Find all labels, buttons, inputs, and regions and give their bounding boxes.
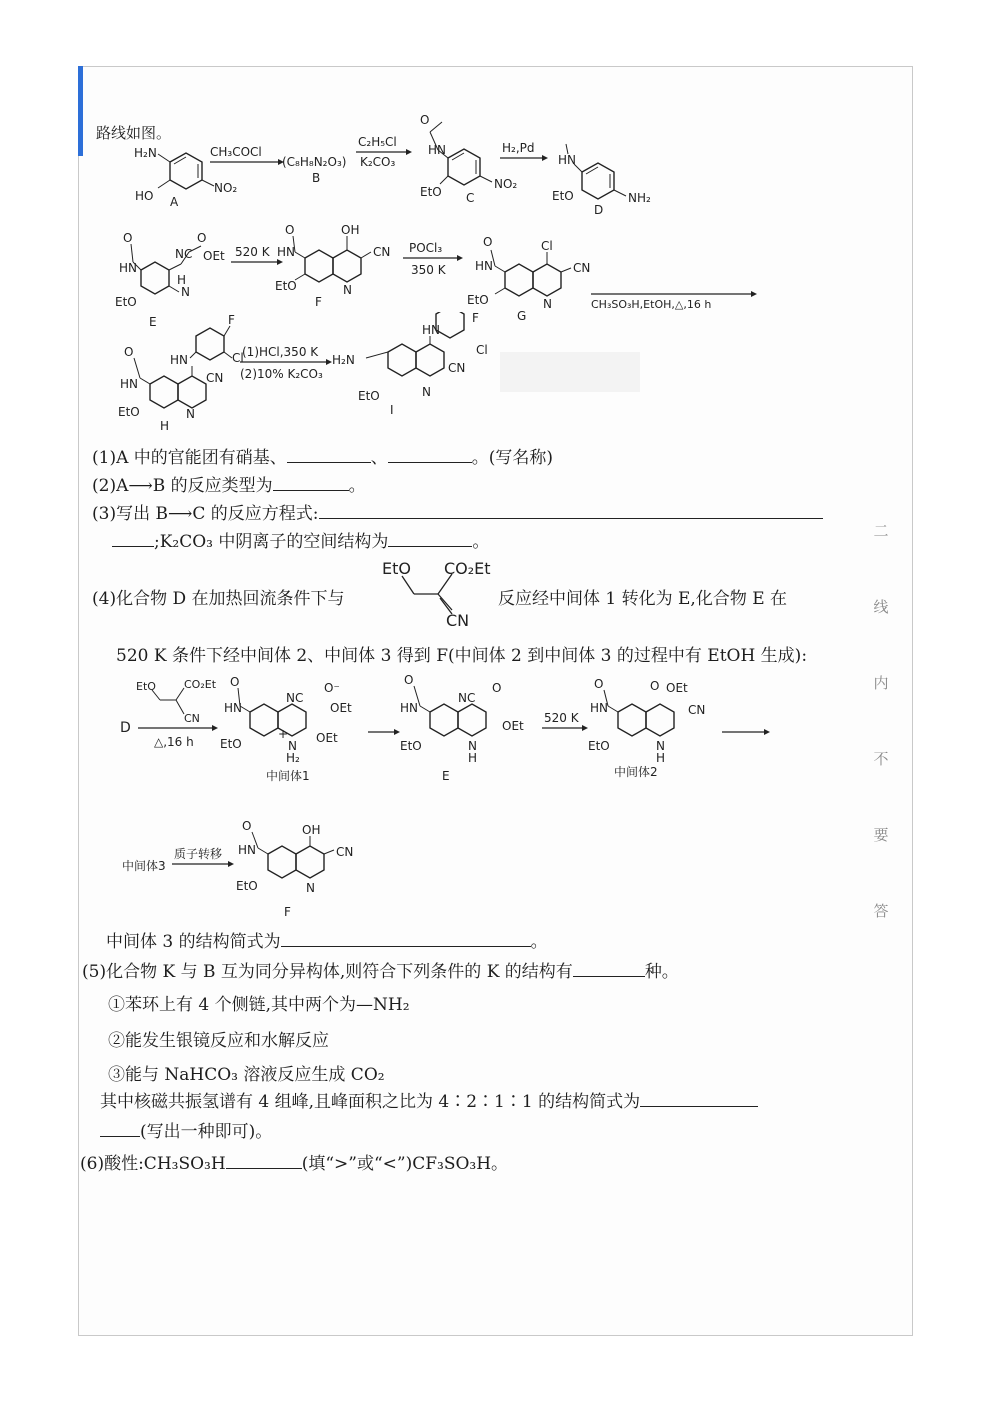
binding-margin-text [866,520,896,976]
E-group-hn: HN [119,261,137,275]
question-5-line [100,1090,758,1113]
compound-I [332,312,488,417]
condition-1: ①苯环上有 4 个侧链,其中两个为—NH₂ [108,995,410,1015]
scheme-row-3 [110,312,710,432]
reagent-c2h5cl: C₂H₅Cl [358,135,397,149]
E-label: E [149,315,157,329]
mech-reagent-co2et: CO₂Et [184,678,217,691]
int1-label: 中间体1 [266,769,310,783]
q1-text: (1)A 中的官能团有硝基、 [92,448,287,468]
H-group-hn2: HN [170,353,188,367]
intermediate-2 [588,677,705,779]
q4-reagent-eto: EtO [382,559,411,578]
mech-E-group-nc: NC [458,691,476,705]
H-group-o: O [124,345,134,359]
arrow-H-I [240,345,332,381]
mech-E-group-oet: OEt [502,719,524,733]
compound-G [467,235,590,323]
cond-520k: 520 K [235,245,270,259]
condition-3: ③能与 NaHCO₃ 溶液反应生成 CO₂ [108,1065,385,1085]
q4-end-tail: 。 [530,932,548,952]
intro-text: 路线如图。 [96,124,172,142]
q4-text: (4)化合物 D 在加热回流条件下与 [92,589,345,609]
condition-2: ②能发生银镜反应和水解反应 [108,1031,329,1051]
I-group-h2n: H₂N [332,353,355,367]
side-char-4: 不 [873,750,889,768]
question-5-line2 [100,1120,272,1143]
q4-reagent [380,554,510,630]
H-label: H [160,419,170,432]
G-group-cn: CN [573,261,591,275]
D-label: D [594,203,604,217]
q5-line-text: 其中核磁共振氢谱有 4 组峰,且峰面积之比为 4∶2∶1∶1 的结构简式为 [100,1092,641,1112]
int1-group-oet2: OEt [316,731,338,745]
side-char-5: 要 [873,826,889,844]
mech-F-group-eto: EtO [236,879,258,893]
F-group-cn: CN [373,245,391,259]
mech-reagent-eto: EtO [136,680,156,693]
question-3-line2 [112,530,489,553]
compound-F [275,223,390,309]
scan-edge-mark [78,66,83,156]
int2-group-o2: O [650,679,660,693]
I-group-eto: EtO [358,389,380,403]
q3-blank-1[interactable] [319,502,823,519]
D-group-nh2: NH₂ [628,191,651,205]
H-group-hn: HN [120,377,138,391]
q1-blank-2[interactable] [388,446,472,463]
F-group-oh: OH [341,223,360,237]
q3-text-2: C 的反应方程式: [192,504,319,524]
q5-line-blank[interactable] [640,1090,758,1107]
int1-group-eto: EtO [220,737,242,751]
E-group-eto: EtO [115,295,137,309]
mech-E-group-h: H [468,751,478,765]
D-group-eto: EtO [552,189,574,203]
mech-D: D [120,720,131,736]
side-char-6: 答 [873,902,889,920]
H-group-n: N [186,407,195,421]
q3-blank-cont[interactable] [112,530,154,547]
compound-D [552,144,651,217]
mech-F-group-cn: CN [336,845,354,859]
q1-blank-1[interactable] [287,446,371,463]
G-label: G [517,309,527,323]
int2-label: 中间体2 [614,765,658,779]
q2-text-2: B 的反应类型为 [152,476,273,496]
question-4-line2: 520 K 条件下经中间体 2、中间体 3 得到 F(中间体 2 到中间体 3 的过程中有 EtOH 生成): [116,646,808,666]
q5-tail: 种。 [644,962,679,982]
int2-group-hn: HN [590,701,608,715]
int1-group-o-minus: O⁻ [324,681,340,695]
q2-tail: 。 [348,476,366,496]
side-char-3: 内 [873,674,889,692]
F-label: F [315,295,322,309]
scheme-row-1 [90,110,670,220]
C-group-o: O [420,113,430,127]
B-label: B [312,171,321,185]
mech-cond-heat: △,16 h [154,735,194,749]
q4-end-text: 中间体 3 的结构简式为 [106,932,281,952]
q1-sep: 、 [370,448,388,468]
mech-F-group-hn: HN [238,843,256,857]
H-group-eto: EtO [118,405,140,419]
C-label: C [466,191,475,205]
int3-label: 中间体3 [122,859,166,873]
A-group-nh2: H₂N [134,146,157,160]
reagent-hcl: (1)HCl,350 K [242,345,319,359]
I-group-n: N [422,385,431,399]
question-4 [92,588,345,610]
q4-reagent-co2et: CO₂Et [444,559,491,578]
A-group-no2: NO₂ [214,181,238,195]
mech-arrow-2 [368,729,400,735]
arrow-C-D [500,141,548,161]
mech-E-group-eto: EtO [400,739,422,753]
reagent-pocl3: POCl₃ [409,241,443,255]
q6-tail: (填“>”或“<”)CF₃SO₃H。 [301,1154,509,1174]
mech-E-group-hn: HN [400,701,418,715]
question-1 [92,446,553,469]
I-group-cl: Cl [476,343,488,357]
side-char-1: 二 [873,522,889,540]
G-group-cl: Cl [541,239,553,253]
G-group-eto: EtO [467,293,489,307]
H-group-cl: Cl [232,351,244,365]
reagent-h2-pd: H₂,Pd [502,141,535,155]
mech-F-group-o: O [242,819,252,833]
question-6 [80,1152,508,1175]
int1-group-h2: H₂ [286,751,300,765]
I-label: I [390,403,394,417]
B-formula: (C₈H₈N₂O₃) [282,155,347,169]
F-group-hn: HN [277,245,295,259]
mech-arrow-5 [172,846,234,867]
mech-compound-F [236,819,353,919]
G-group-hn: HN [475,259,493,273]
arrow-B-C [356,135,412,169]
int2-group-n: N [656,739,665,753]
int2-group-o: O [594,677,604,691]
mech-arrow-1 [136,678,218,749]
mech-E-label: E [442,769,450,783]
mech-F-group-n: N [306,881,315,895]
F-group-o: O [285,223,295,237]
question-4-cont: 反应经中间体 1 转化为 E,化合物 E 在 [498,589,788,609]
I-group-cn: CN [448,361,466,375]
q6-blank[interactable] [226,1152,302,1169]
q2-blank[interactable] [273,474,349,491]
int2-group-cn: CN [688,703,706,717]
int2-group-eto: EtO [588,739,610,753]
reagent-k2co3: K₂CO₃ [360,155,396,169]
mech-E-group-n: N [468,739,477,753]
q4-end-blank[interactable] [281,930,531,947]
E-group-nc: NC [175,247,193,261]
cond-ch3so3h: CH₃SO₃H,EtOH,△,16 h [591,298,712,311]
int2-group-h: H [656,751,666,765]
mech-arrow-3 [542,711,588,731]
q3-text-3: ;K₂CO₃ 中阴离子的空间结构为 [154,532,389,552]
C-group-eto: EtO [420,185,442,199]
arrow-A-B [210,145,284,165]
G-group-n: N [543,297,552,311]
arrow-G-H [591,291,757,311]
mech-F-label: F [284,905,291,919]
q5-line2-text: (写出一种即可)。 [140,1122,273,1142]
mech-E-group-o: O [404,673,414,687]
int1-group-o: O [230,675,240,689]
cond-350k: 350 K [411,263,446,277]
E-group-o2: O [197,231,207,245]
q5-line2-blank[interactable] [100,1120,140,1137]
int1-group-plus: + [278,727,289,741]
mech-F-group-oh: OH [302,823,321,837]
q2-text: (2)A [92,476,129,496]
question-5 [82,960,679,983]
mech-reagent-cn: CN [184,712,200,725]
F-group-eto: EtO [275,279,297,293]
reagent-k2co3-2: (2)10% K₂CO₃ [240,367,323,381]
question-4-end [106,930,548,953]
q3-blank-2[interactable] [388,530,472,547]
H-group-f: F [228,313,235,327]
D-group-hn: HN [558,153,576,167]
int1-group-oet: OEt [330,701,352,715]
E-group-n: N [181,285,190,299]
mech-E-group-o2: O [492,681,502,695]
q6-text: (6)酸性:CH₃SO₃H [80,1154,226,1174]
mechanism-row-2 [120,818,400,928]
E-group-oet: OEt [203,249,225,263]
mechanism-row-1 [110,672,790,792]
mech-compound-E [400,673,524,783]
H-group-cn: CN [206,371,224,385]
q4-reagent-cn: CN [446,611,470,630]
E-group-o: O [123,231,133,245]
mech-cond-520k: 520 K [544,711,579,725]
int1-group-hn: HN [224,701,242,715]
q3-tail: 。 [472,532,490,552]
A-label: A [170,195,179,209]
G-group-o: O [483,235,493,249]
question-3 [92,502,823,525]
C-group-hn: HN [428,143,446,157]
q3-text: (3)写出 B [92,504,168,524]
q5-blank[interactable] [573,960,645,977]
A-group-oh: HO [135,189,154,203]
arrow-E-F [231,245,283,265]
int1-group-n: N [288,739,297,753]
int2-group-oet: OEt [666,681,688,695]
q3-arrow: ⟶ [167,504,193,524]
E-group-h: H [177,273,187,287]
cond-proton-transfer: 质子转移 [174,847,223,861]
compound-H [118,313,244,432]
compound-C [420,113,517,205]
mech-arrow-4 [722,729,770,735]
I-group-hn: HN [422,323,440,337]
arrow-F-G [403,241,463,277]
F-group-n: N [343,283,352,297]
illegible-region [500,352,640,392]
question-2 [92,474,366,497]
side-char-2: 线 [873,598,889,616]
q2-arrow: ⟶ [128,476,153,496]
I-group-f: F [472,312,479,325]
q1-tail: 。(写名称) [471,448,554,468]
q5-text: (5)化合物 K 与 B 互为同分异构体,则符合下列条件的 K 的结构有 [82,962,573,982]
reagent-ch3cocl: CH₃COCl [210,145,262,159]
intermediate-1 [220,675,352,783]
C-group-no2: NO₂ [494,177,518,191]
int1-group-nc: NC [286,691,304,705]
